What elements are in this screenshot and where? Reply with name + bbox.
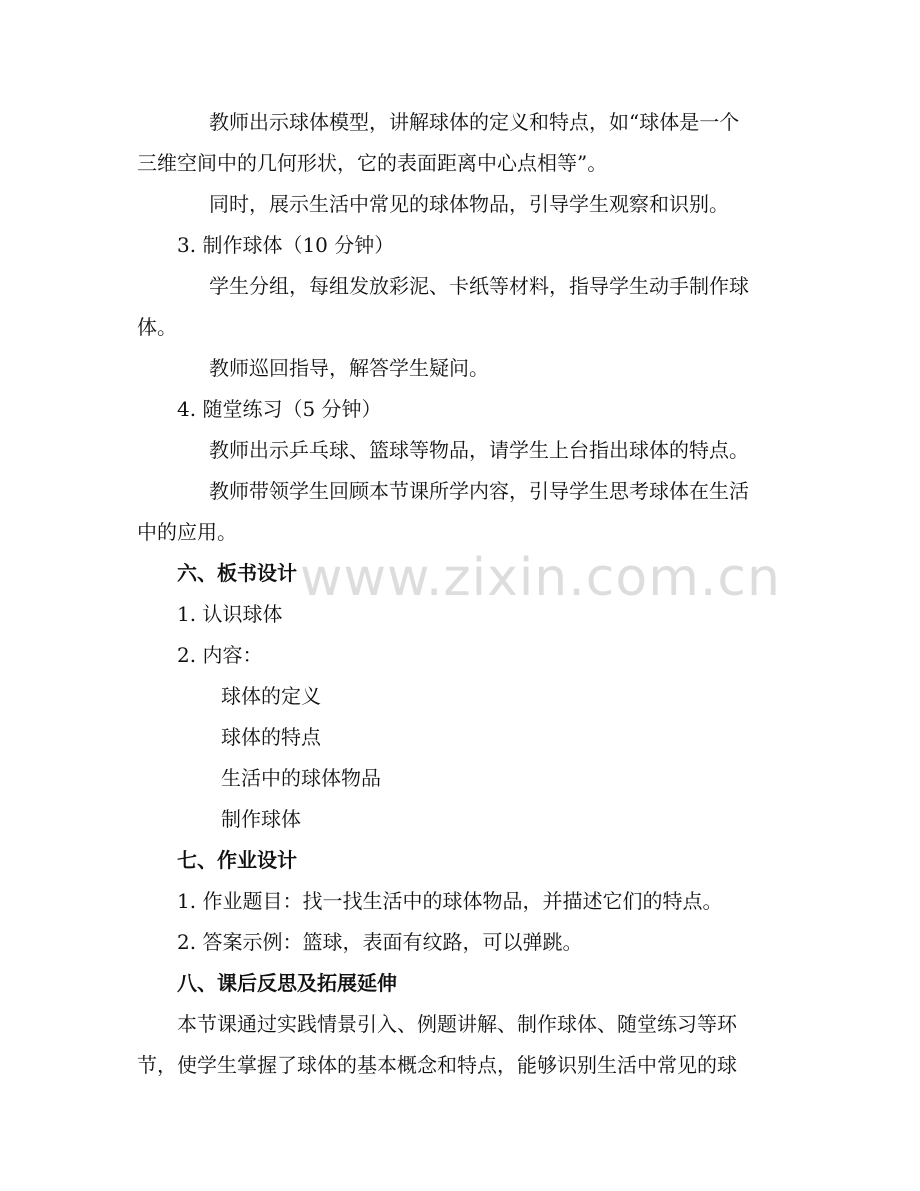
sub-item: 球体的特点: [221, 725, 321, 749]
body-text-line: 教师巡回指导，解答学生疑问。: [209, 356, 489, 380]
section-heading: 六、板书设计: [177, 561, 297, 585]
list-item: 2. 答案示例：篮球，表面有纹路，可以弹跳。: [177, 930, 583, 954]
section-heading: 八、课后反思及拓展延伸: [177, 971, 397, 995]
sub-item: 生活中的球体物品: [221, 766, 381, 790]
list-item: 4. 随堂练习（5 分钟）: [177, 397, 382, 421]
body-text-line: 体。: [137, 315, 177, 339]
body-text-line: 同时，展示生活中常见的球体物品，引导学生观察和识别。: [209, 192, 729, 216]
section-heading: 七、作业设计: [177, 848, 297, 872]
body-text-line: 节，使学生掌握了球体的基本概念和特点，能够识别生活中常见的球: [137, 1053, 737, 1077]
list-item: 3. 制作球体（10 分钟）: [177, 233, 395, 257]
list-item: 1. 认识球体: [177, 602, 283, 626]
body-text-line: 三维空间中的几何形状，它的表面距离中心点相等”。: [137, 151, 608, 175]
body-text-line: 学生分组，每组发放彩泥、卡纸等材料，指导学生动手制作球: [209, 274, 749, 298]
body-text-line: 教师出示乒乓球、篮球等物品，请学生上台指出球体的特点。: [209, 438, 749, 462]
body-text-line: 本节课通过实践情景引入、例题讲解、制作球体、随堂练习等环: [177, 1012, 737, 1036]
watermark: www.zixin.com.cn: [300, 548, 781, 608]
list-item: 1. 作业题目：找一找生活中的球体物品，并描述它们的特点。: [177, 889, 723, 913]
body-text-line: 中的应用。: [137, 520, 237, 544]
sub-item: 制作球体: [221, 807, 301, 831]
sub-item: 球体的定义: [221, 684, 321, 708]
body-text-line: 教师带领学生回顾本节课所学内容，引导学生思考球体在生活: [209, 479, 749, 503]
body-text-line: 教师出示球体模型，讲解球体的定义和特点，如“球体是一个: [209, 110, 740, 134]
list-item: 2. 内容：: [177, 643, 263, 667]
